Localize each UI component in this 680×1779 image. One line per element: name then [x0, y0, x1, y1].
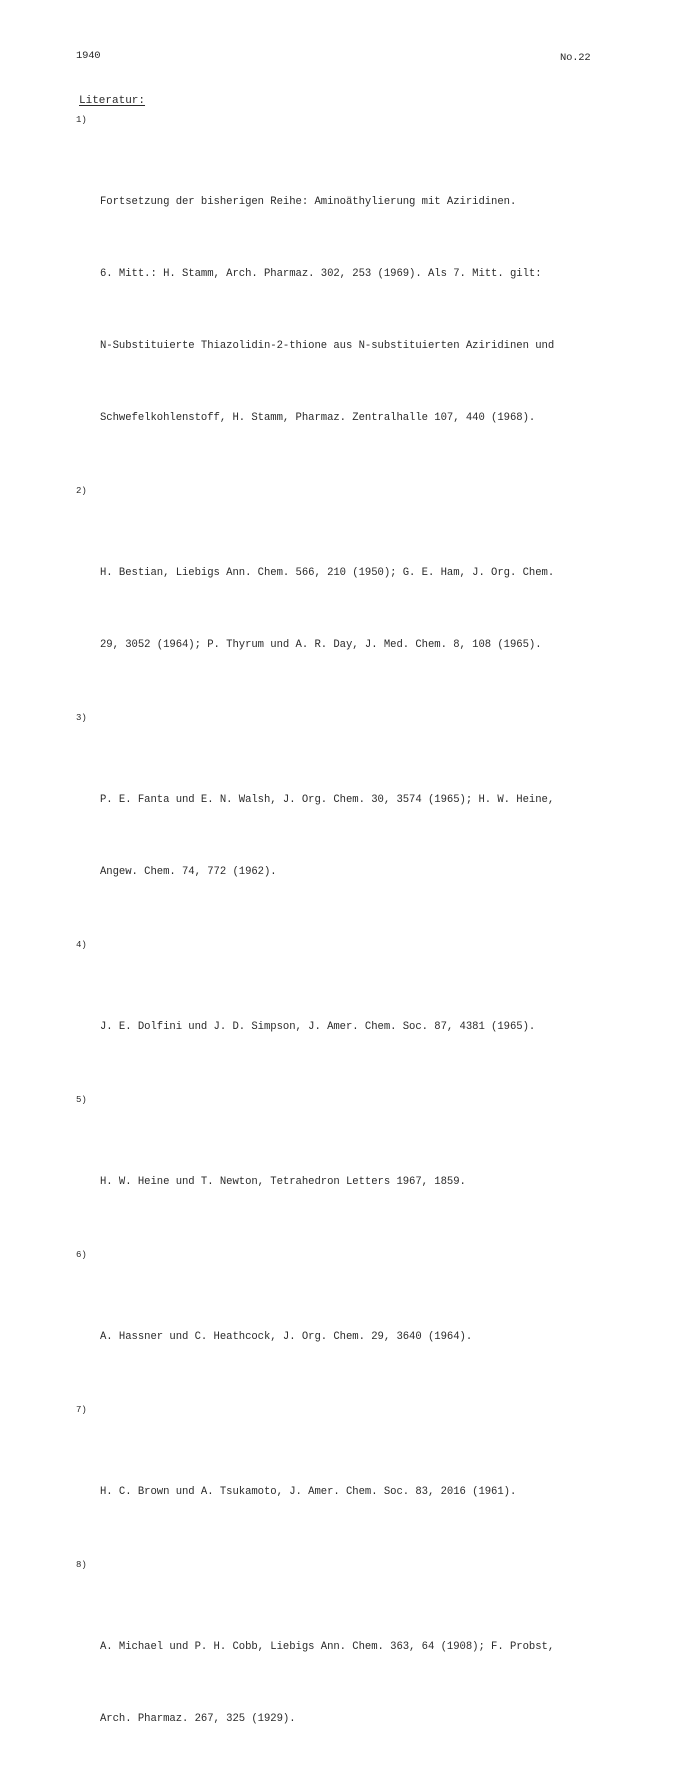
- references-heading: Literatur:: [79, 95, 146, 107]
- reference-list: [72, 115, 632, 1779]
- reference-number: 6): [76, 1250, 87, 1260]
- reference-line: Schwefelkohlenstoff, H. Stamm, Pharmaz. Zentralhalle 107, 440 (1968).: [100, 412, 536, 424]
- reference-7: [72, 1405, 632, 1552]
- reference-line: J. E. Dolfini und J. D. Simpson, J. Amer. Chem. Soc. 87, 4381 (1965).: [100, 1021, 536, 1033]
- reference-number: 3): [76, 713, 87, 723]
- reference-8: [72, 1560, 632, 1779]
- reference-5: [72, 1095, 632, 1242]
- page-number: 1940: [76, 50, 101, 62]
- reference-line: 29, 3052 (1964); P. Thyrum und A. R. Day, J. Med. Chem. 8, 108 (1965).: [100, 639, 542, 651]
- reference-number: 8): [76, 1560, 87, 1570]
- reference-number: 4): [76, 940, 87, 950]
- reference-number: 1): [76, 115, 87, 125]
- reference-line: P. E. Fanta und E. N. Walsh, J. Org. Chem. 30, 3574 (1965); H. W. Heine,: [100, 794, 555, 806]
- reference-6: [72, 1250, 632, 1397]
- reference-line: A. Michael und P. H. Cobb, Liebigs Ann. Chem. 363, 64 (1908); F. Probst,: [100, 1641, 555, 1653]
- reference-number: 7): [76, 1405, 87, 1415]
- reference-number: 2): [76, 486, 87, 496]
- reference-line: 6. Mitt.: H. Stamm, Arch. Pharmaz. 302, 253 (1969). Als 7. Mitt. gilt:: [100, 268, 542, 280]
- reference-line: H. C. Brown und A. Tsukamoto, J. Amer. Chem. Soc. 83, 2016 (1961).: [100, 1486, 517, 1498]
- reference-line: H. Bestian, Liebigs Ann. Chem. 566, 210 (1950); G. E. Ham, J. Org. Chem.: [100, 567, 555, 579]
- reference-number: 5): [76, 1095, 87, 1105]
- reference-4: [72, 940, 632, 1087]
- reference-line: Angew. Chem. 74, 772 (1962).: [100, 866, 277, 878]
- issue-number: No.22: [560, 52, 591, 64]
- reference-2: [72, 486, 632, 705]
- reference-line: Arch. Pharmaz. 267, 325 (1929).: [100, 1713, 296, 1725]
- reference-line: Fortsetzung der bisherigen Reihe: Aminoäthylierung mit Aziridinen.: [100, 196, 517, 208]
- reference-1: [72, 115, 632, 478]
- reference-line: A. Hassner und C. Heathcock, J. Org. Chem. 29, 3640 (1964).: [100, 1331, 473, 1343]
- reference-line: N-Substituierte Thiazolidin-2-thione aus N-substituierten Aziridinen und: [100, 340, 555, 352]
- reference-3: [72, 713, 632, 932]
- reference-line: H. W. Heine und T. Newton, Tetrahedron Letters 1967, 1859.: [100, 1176, 466, 1188]
